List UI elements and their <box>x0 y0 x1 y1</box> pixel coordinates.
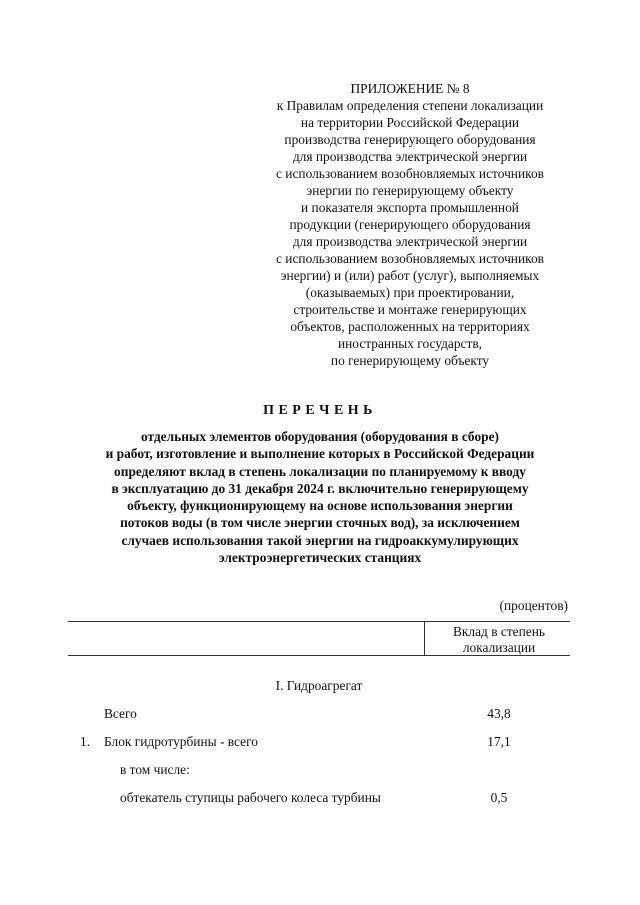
subtitle-line: определяют вклад в степень локализации по планируемому к вводу <box>114 463 526 479</box>
table-row <box>68 734 570 752</box>
appendix-header <box>250 80 570 369</box>
appendix-line: к Правилам определения степени локализации <box>276 98 544 113</box>
appendix-line: для производства электрической энергии <box>292 149 528 164</box>
column-header-line: локализации <box>462 640 536 655</box>
row-value: 17,1 <box>487 734 511 749</box>
appendix-line: производства генерирующего оборудования <box>284 132 536 147</box>
units-note: (процентов) <box>499 598 568 613</box>
appendix-line: для производства электрической энергии <box>292 234 528 249</box>
subtitle-line: объекту, функционирующему на основе использования энергии <box>127 498 513 514</box>
table-top-rule <box>68 621 570 622</box>
appendix-line: с использованием возобновляемых источников <box>276 251 544 266</box>
subtitle-line: потоков воды (в том числе энергии сточных вод), за исключением <box>120 515 520 531</box>
subtitle-line: электроэнергетических станциях <box>218 550 422 566</box>
appendix-line: по генерирующему объекту <box>330 353 490 368</box>
appendix-line: с использованием возобновляемых источников <box>276 166 544 181</box>
row-label: обтекатель ступицы рабочего колеса турбины <box>120 790 381 805</box>
row-value: 43,8 <box>487 706 511 721</box>
table-row <box>68 762 570 780</box>
appendix-line: объектов, расположенных на территориях <box>290 319 530 334</box>
appendix-line: ПРИЛОЖЕНИЕ № 8 <box>350 81 470 96</box>
value-column-header <box>424 624 574 656</box>
appendix-line: энергии по генерирующему объекту <box>306 183 514 198</box>
appendix-line: иностранных государств, <box>337 336 483 351</box>
section-heading: I. Гидроагрегат <box>275 678 363 693</box>
table-row <box>68 706 570 724</box>
subtitle-line: отдельных элементов оборудования (оборудования в сборе) <box>140 429 499 444</box>
subtitle-line: случаев использования такой энергии на гидроаккумулирующих <box>121 532 519 548</box>
appendix-line: на территории Российской Федерации <box>300 115 520 130</box>
row-label: Всего <box>104 706 137 721</box>
row-value: 0,5 <box>490 790 508 805</box>
table-row <box>68 790 570 808</box>
table-header-bottom-rule <box>68 655 570 656</box>
appendix-line: строительстве и монтаже генерирующих <box>293 302 527 317</box>
row-label: Блок гидротурбины - всего <box>104 734 258 749</box>
row-label: в том числе: <box>120 762 190 777</box>
appendix-line: продукции (генерирующего оборудования <box>289 217 531 232</box>
subtitle-line: в эксплуатацию до 31 декабря 2024 г. включительно генерирующему <box>111 480 529 496</box>
column-header-line: Вклад в степень <box>452 624 545 639</box>
appendix-line: и показателя экспорта промышленной <box>301 200 519 215</box>
appendix-line: (оказываемых) при проектировании, <box>305 285 515 300</box>
document-subtitle <box>60 428 580 566</box>
document-title: ПЕРЕЧЕНЬ <box>263 403 377 418</box>
appendix-line: энергии) и (или) работ (услуг), выполняемых <box>280 268 540 283</box>
row-number: 1. <box>80 734 91 749</box>
subtitle-line: и работ, изготовление и выполнение которых в Российской Федерации <box>105 446 535 462</box>
